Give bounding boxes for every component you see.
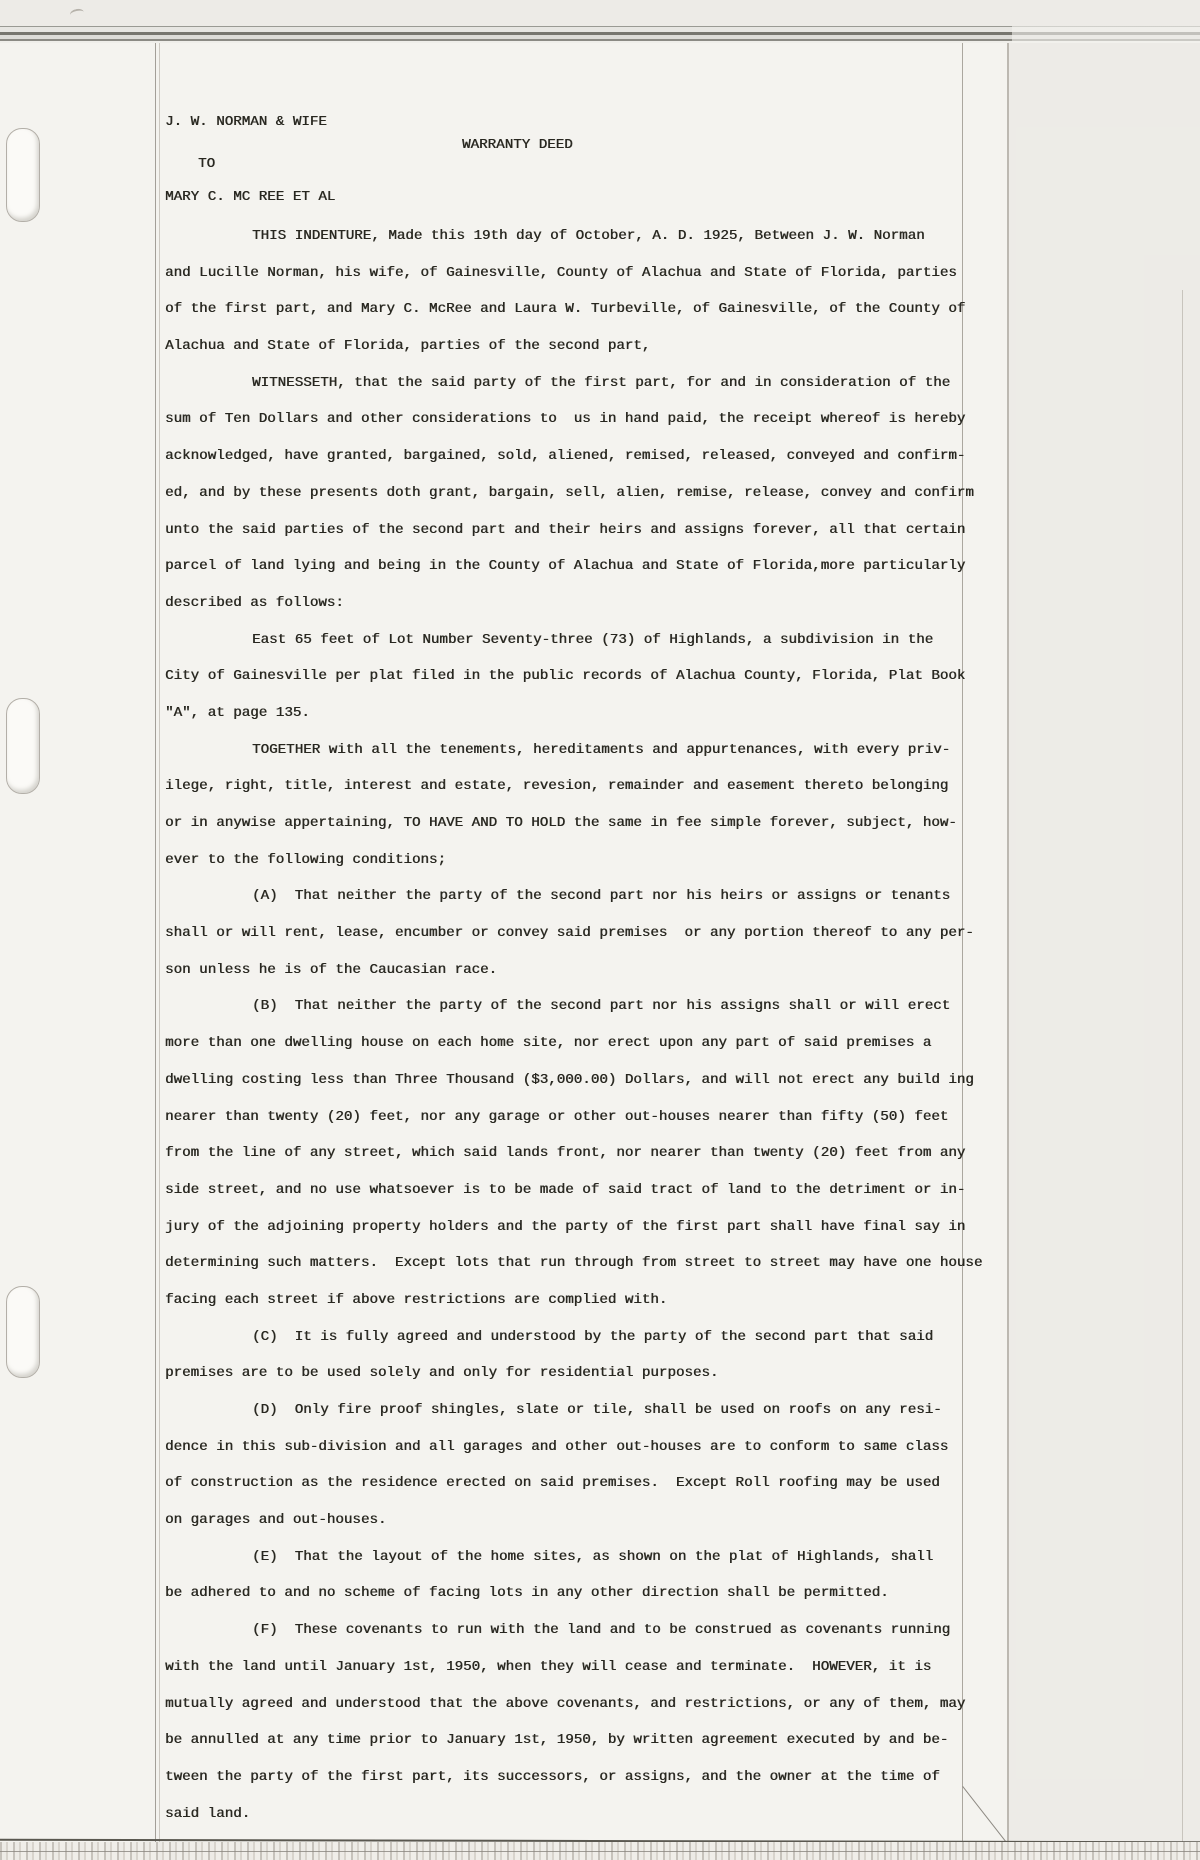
document-line: on garages and out-houses. [165, 1512, 387, 1529]
document-line: TOGETHER with all the tenements, hereditaments and appurtenances, with every priv- [252, 741, 951, 758]
document-line: said land. [165, 1805, 251, 1822]
document-line: ever to the following conditions; [165, 851, 446, 868]
document-line: East 65 feet of Lot Number Seventy-three (73) of Highlands, a subdivision in the [252, 631, 934, 648]
document-line: more than one dwelling house on each home site, nor erect upon any part of said premises a [165, 1035, 932, 1052]
document-line: shall or will rent, lease, encumber or convey said premises or any portion thereof to any per- [165, 925, 974, 942]
document-line: dwelling costing less than Three Thousand ($3,000.00) Dollars, and will not erect any build ing [165, 1071, 974, 1088]
document-line: from the line of any street, which said lands front, nor nearer than twenty (20) feet from any [165, 1145, 966, 1162]
document-line: be annulled at any time prior to January 1st, 1950, by written agreement executed by and be- [165, 1732, 949, 1749]
document-line: (C) It is fully agreed and understood by the party of the second part that said [252, 1328, 934, 1345]
document-line: and Lucille Norman, his wife, of Gainesville, County of Alachua and State of Florida, parties [165, 264, 957, 281]
binder-hole [6, 1286, 40, 1378]
document-line: sum of Ten Dollars and other considerations to us in hand paid, the receipt whereof is hereby [165, 411, 966, 428]
document-line: premises are to be used solely and only for residential purposes. [165, 1365, 719, 1382]
document-line: ed, and by these presents doth grant, bargain, sell, alien, remise, release, convey and confirm [165, 484, 974, 501]
document-line: be adhered to and no scheme of facing lots in any other direction shall be permitted. [165, 1585, 889, 1602]
document-lines [165, 218, 1045, 1832]
scan-smudge [69, 8, 85, 20]
document-line: of construction as the residence erected on said premises. Except Roll roofing may be used [165, 1475, 940, 1492]
grantee-name: MARY C. MC REE ET AL [165, 189, 336, 205]
document-line: facing each street if above restrictions are complied with. [165, 1291, 668, 1308]
top-ruled-band [0, 26, 1012, 43]
document-line: (E) That the layout of the home sites, as shown on the plat of Highlands, shall [252, 1548, 934, 1565]
binder-hole [6, 698, 40, 794]
document-line: (B) That neither the party of the second part nor his assigns shall or will erect [252, 998, 951, 1015]
document-line: jury of the adjoining property holders and the party of the first part shall have final say in [165, 1218, 966, 1235]
top-ruled-band-faint [1012, 26, 1200, 43]
left-margin-rule [155, 43, 160, 1842]
document-title: WARRANTY DEED [462, 137, 573, 153]
document-line: (D) Only fire proof shingles, slate or tile, shall be used on roofs on any resi- [252, 1402, 942, 1418]
document-line: of the first part, and Mary C. McRee and Laura W. Turbeville, of Gainesville, of the County of [165, 301, 966, 318]
document-line: side street, and no use whatsoever is to be made of said tract of land to the detriment or in- [165, 1181, 966, 1198]
binder-hole [6, 128, 40, 222]
document-line: dence in this sub-division and all garages and other out-houses are to conform to same class [165, 1438, 949, 1455]
document-line: determining such matters. Except lots that run through from street to street may have one house [165, 1255, 983, 1272]
document-line: THIS INDENTURE, Made this 19th day of October, A. D. 1925, Between J. W. Norman [252, 228, 925, 244]
grantor-name: J. W. NORMAN & WIFE [165, 114, 327, 130]
document-line: or in anywise appertaining, TO HAVE AND TO HOLD the same in fee simple forever, subject, how- [165, 815, 957, 831]
document-line: (F) These covenants to run with the land and to be construed as covenants running [252, 1622, 951, 1639]
document-line: described as follows: [165, 594, 344, 611]
document-line: WITNESSETH, that the said party of the first part, for and in consideration of the [252, 374, 951, 391]
document-line: with the land until January 1st, 1950, when they will cease and terminate. HOWEVER, it is [165, 1658, 932, 1675]
document-line: tween the party of the first part, its successors, or assigns, and the owner at the time of [165, 1768, 940, 1785]
document-line: acknowledged, have granted, bargained, sold, aliened, remised, released, conveyed and confirm- [165, 448, 966, 465]
document-line: mutually agreed and understood that the above covenants, and restrictions, or any of them, may [165, 1695, 966, 1712]
document-line: nearer than twenty (20) feet, nor any garage or other out-houses nearer than fifty (50) feet [165, 1108, 949, 1125]
header-to: TO [198, 156, 216, 172]
document-line: City of Gainesville per plat filed in the public records of Alachua County, Florida, Plat Book [165, 668, 966, 685]
document-line: (A) That neither the party of the second part nor his heirs or assigns or tenants [252, 888, 951, 905]
bottom-rule-faint [0, 1851, 1200, 1852]
document-line: son unless he is of the Caucasian race. [165, 961, 498, 978]
document-line: parcel of land lying and being in the County of Alachua and State of Florida,more particularly [165, 558, 966, 575]
document-line: unto the said parties of the second part and their heirs and assigns forever, all that certain [165, 521, 966, 538]
document-line: Alachua and State of Florida, parties of the second part, [165, 338, 651, 355]
document-line: "A", at page 135. [165, 704, 310, 721]
document-line: ilege, right, title, interest and estate, revesion, remainder and easement thereto belonging [165, 778, 949, 795]
far-right-page-edge [1182, 290, 1183, 1842]
